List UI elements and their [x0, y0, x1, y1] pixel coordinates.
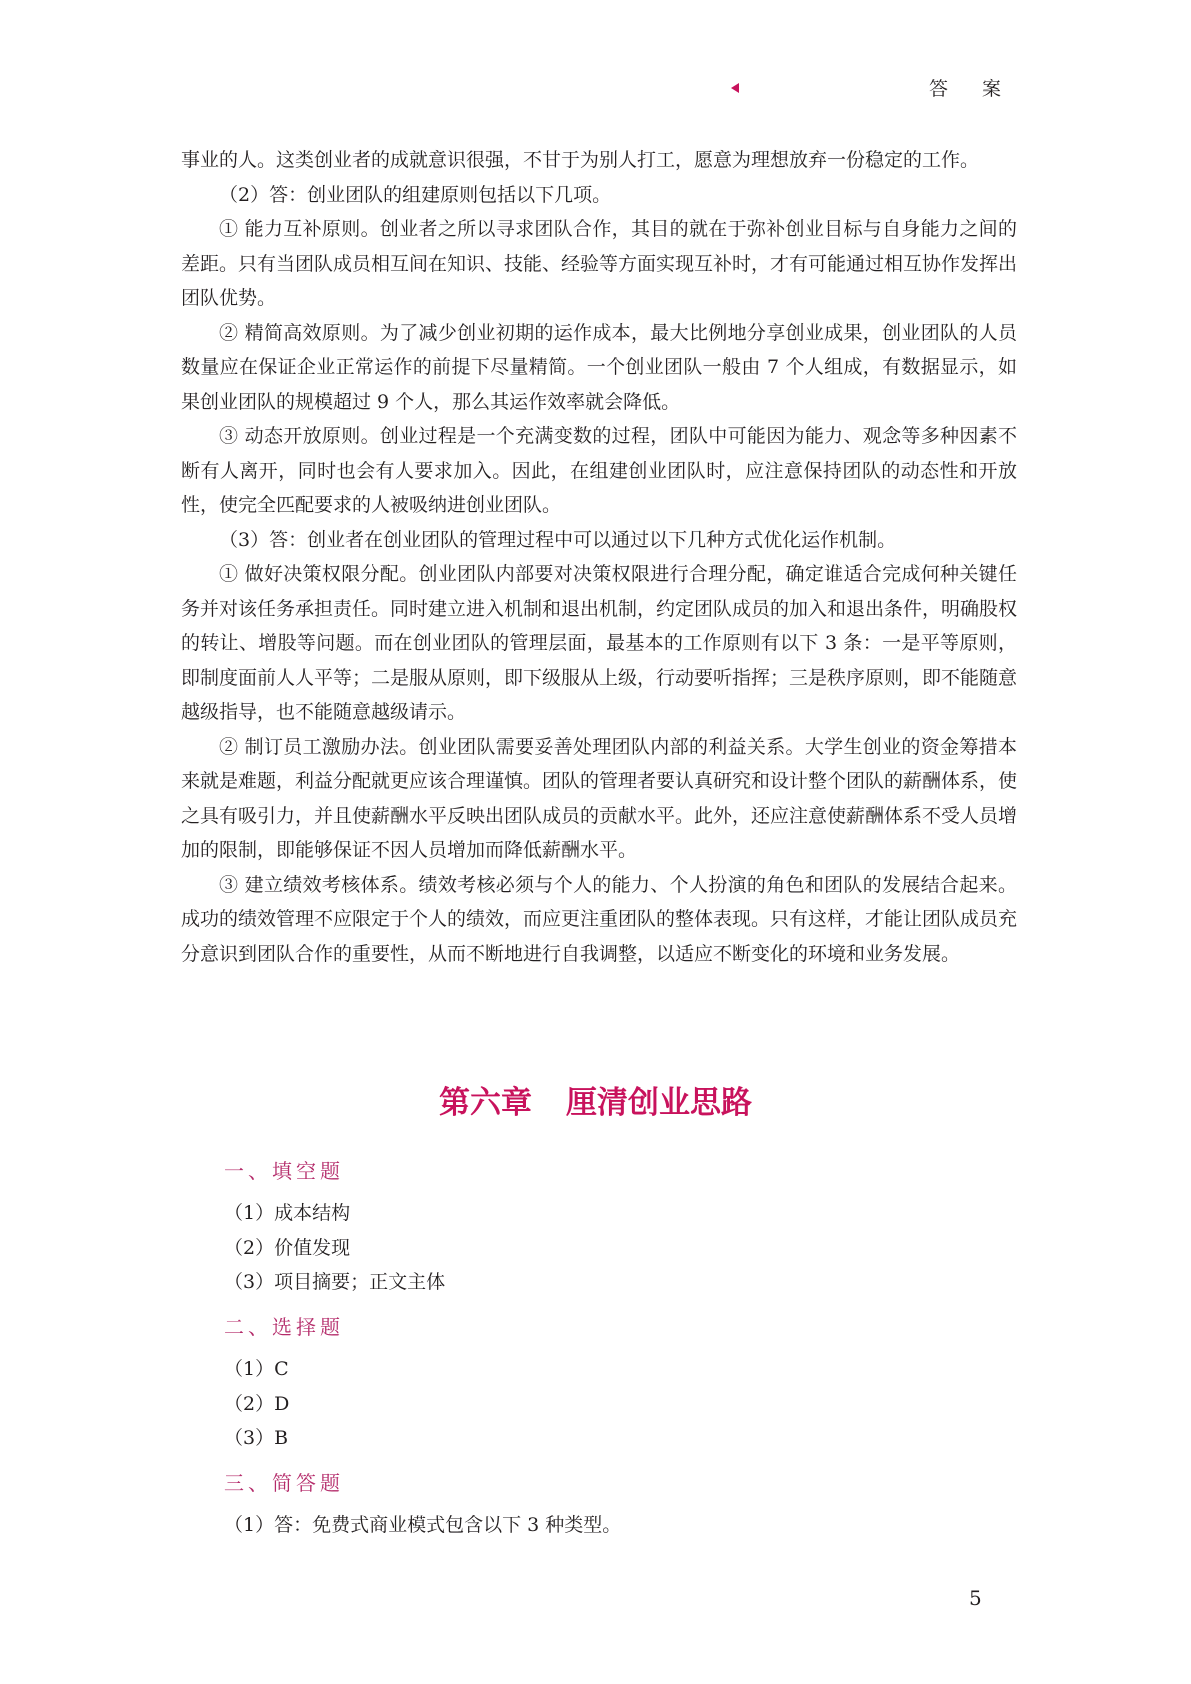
- section-title-multiple-choice: 二、选择题: [224, 1315, 344, 1339]
- running-header: [731, 74, 1015, 101]
- header-title: 答 案: [928, 78, 1015, 100]
- list-item: （2）D: [224, 1393, 290, 1415]
- section-title-short-answer: 三、简答题: [224, 1471, 344, 1495]
- section-title-fill-blank: 一、填空题: [224, 1159, 344, 1183]
- list-item: （1）成本结构: [224, 1202, 351, 1224]
- paragraph-decision-rights: ① 做好决策权限分配。创业团队内部要对决策权限进行合理分配，确定谁适合完成何种关键任务并对该任务承担责任。同时建立进入机制和退出机制，约定团队成员的加入和退出条件，明确股权的转让、增股等问题。而在创业团队的管理层面，最基本的工作原则有以下 3 条：一是平等原则，即制度面前人人平等；二是服从原则，即下级服从上级，行动要听指挥；三是秩序原则，即不能随意越级指导，也不能随意越级请示。: [181, 563, 1018, 723]
- page-number: 5: [969, 1586, 982, 1610]
- triangle-marker-icon: [731, 83, 739, 93]
- paragraph-principle-complement: ① 能力互补原则。创业者之所以寻求团队合作，其目的就在于弥补创业目标与自身能力之间的差距。只有当团队成员相互间在知识、技能、经验等方面实现互补时，才有可能通过相互协作发挥出团队优势。: [181, 218, 1018, 309]
- list-item: （3）B: [224, 1427, 289, 1449]
- paragraph-performance: ③ 建立绩效考核体系。绩效考核必须与个人的能力、个人扮演的角色和团队的发展结合起来。成功的绩效管理不应限定于个人的绩效，而应更注重团队的整体表现。只有这样，才能让团队成员充分意识到团队合作的重要性，从而不断地进行自我调整，以适应不断变化的环境和业务发展。: [181, 873, 1018, 965]
- chapter-name: 厘清创业思路: [566, 1085, 752, 1121]
- paragraph-answer-3: （3）答：创业者在创业团队的管理过程中可以通过以下几种方式优化运作机制。: [219, 528, 897, 551]
- list-item: （1）答：免费式商业模式包含以下 3 种类型。: [224, 1514, 622, 1536]
- list-item: （3）项目摘要；正文主体: [224, 1271, 446, 1293]
- paragraph-continuation: 事业的人。这类创业者的成就意识很强，不甘于为别人打工，愿意为理想放弃一份稳定的工作。: [181, 149, 980, 171]
- paragraph-answer-2: （2）答：创业团队的组建原则包括以下几项。: [219, 183, 612, 206]
- paragraph-principle-dynamic: ③ 动态开放原则。创业过程是一个充满变数的过程，团队中可能因为能力、观念等多种因素不断有人离开，同时也会有人要求加入。因此，在组建创业团队时，应注意保持团队的动态性和开放性，使完全匹配要求的人被吸纳进创业团队。: [181, 425, 1017, 516]
- chapter-heading: [0, 1077, 1191, 1122]
- list-item: （1）C: [224, 1358, 289, 1380]
- paragraph-incentives: ② 制订员工激励办法。创业团队需要妥善处理团队内部的利益关系。大学生创业的资金筹措本来就是难题，利益分配就更应该合理谨慎。团队的管理者要认真研究和设计整个团队的薪酬体系，使之具有吸引力，并且使薪酬水平反映出团队成员的贡献水平。此外，还应注意使薪酬体系不受人员增加的限制，即能够保证不因人员增加而降低薪酬水平。: [181, 735, 1018, 861]
- paragraph-principle-lean: ② 精简高效原则。为了减少创业初期的运作成本，最大比例地分享创业成果，创业团队的人员数量应在保证企业正常运作的前提下尽量精简。一个创业团队一般由 7 个人组成，有数据显示，如果创业团队的规模超过 9 个人，那么其运作效率就会降低。: [181, 321, 1017, 413]
- body-text: [181, 143, 1017, 971]
- list-item: （2）价值发现: [224, 1237, 351, 1259]
- chapter-number: 第六章: [439, 1085, 532, 1121]
